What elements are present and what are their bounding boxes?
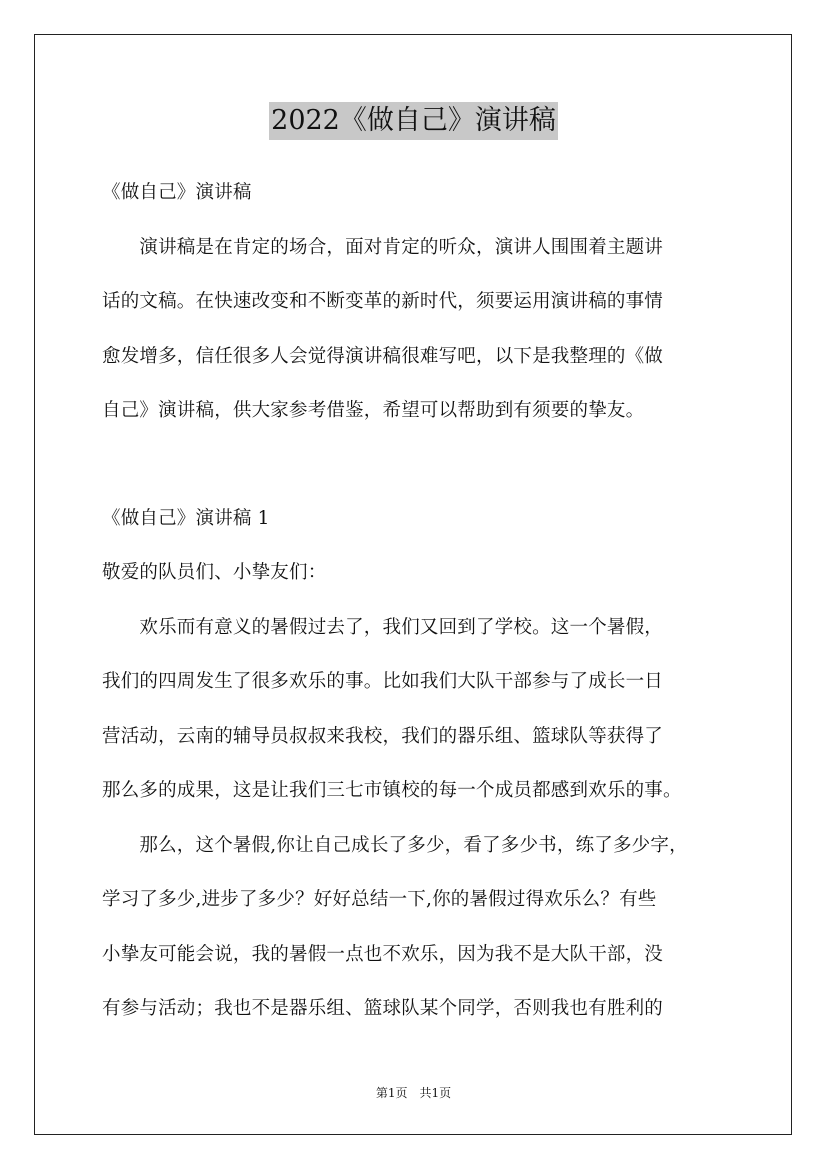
subtitle: 《做自己》演讲稿 (102, 182, 252, 203)
title-container (0, 102, 827, 140)
paragraph-line: 愈发增多，信任很多人会觉得演讲稿很难写吧，以下是我整理的《做 (102, 346, 664, 367)
salutation: 敬爱的队员们、小挚友们： (102, 562, 327, 583)
paragraph-line: 自己》演讲稿，供大家参考借鉴，希望可以帮助到有须要的挚友。 (102, 400, 645, 421)
paragraph-line: 欢乐而有意义的暑假过去了，我们又回到了学校。这一个暑假， (102, 617, 664, 638)
paragraph-line: 小挚友可能会说，我的暑假一点也不欢乐，因为我不是大队干部，没 (102, 944, 664, 965)
document-title: 2022《做自己》演讲稿 (269, 102, 558, 140)
paragraph-line: 营活动，云南的辅导员叔叔来我校，我们的器乐组、篮球队等获得了 (102, 726, 664, 747)
paragraph-line: 那么，这个暑假,你让自己成长了多少，看了多少书，练了多少字， (102, 835, 688, 856)
paragraph-line: 有参与活动；我也不是器乐组、篮球队某个同学，否则我也有胜利的 (102, 998, 664, 1019)
paragraph-line: 演讲稿是在肯定的场合，面对肯定的听众，演讲人围围着主题讲 (102, 237, 664, 258)
paragraph-line: 那么多的成果，这是让我们三七市镇校的每一个成员都感到欢乐的事。 (102, 780, 682, 801)
paragraph-line: 学习了多少,进步了多少？好好总结一下,你的暑假过得欢乐么？有些 (102, 889, 657, 910)
paragraph-line: 话的文稿。在快速改变和不断变革的新时代，须要运用演讲稿的事情 (102, 291, 664, 312)
paragraph-line: 我们的四周发生了很多欢乐的事。比如我们大队干部参与了成长一日 (102, 671, 664, 692)
page-number-footer: 第1页 共1页 (375, 1086, 452, 1100)
section-heading: 《做自己》演讲稿 1 (102, 508, 270, 529)
